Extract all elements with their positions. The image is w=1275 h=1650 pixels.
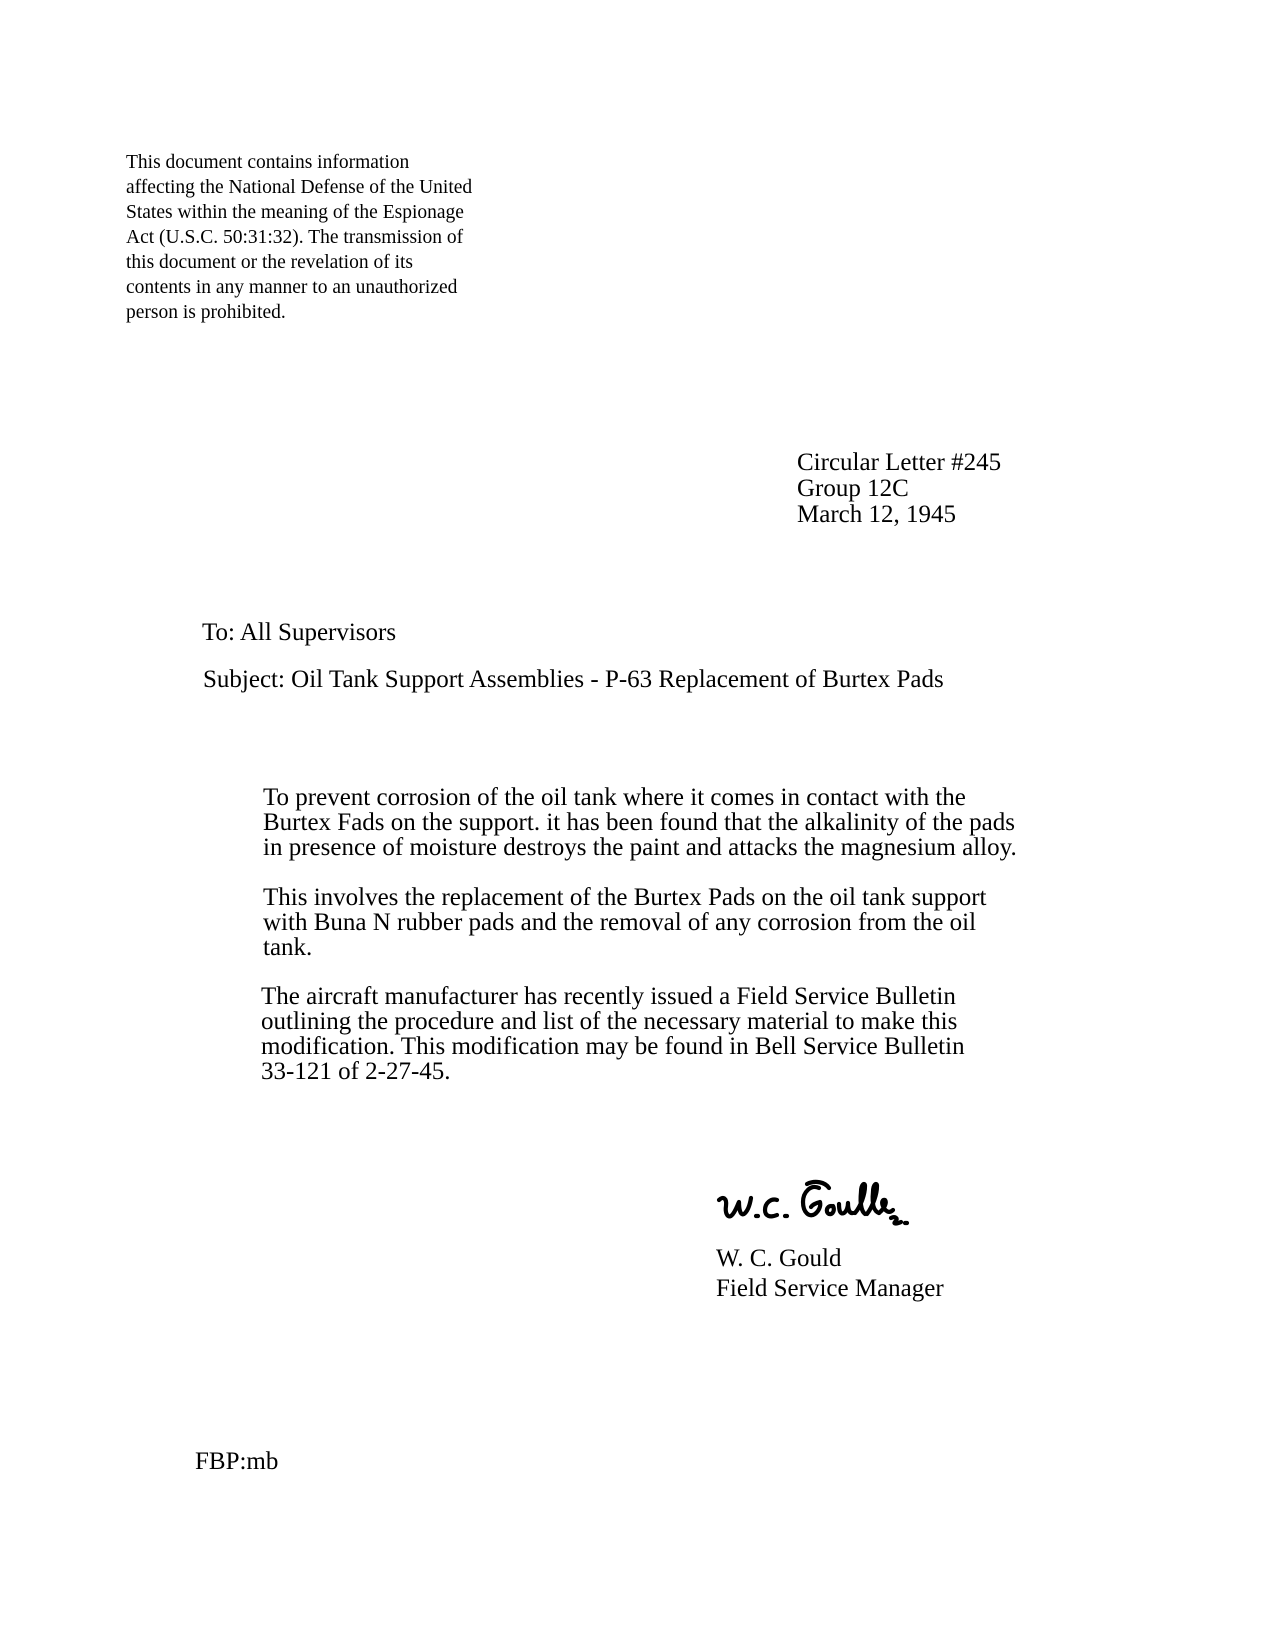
letter-number: Circular Letter #245 [797, 449, 1002, 476]
paragraph-line: This involves the replacement of the Burtex Pads on the oil tank support [263, 884, 987, 911]
security-notice-line: this document or the revelation of its [126, 252, 414, 273]
body-paragraph-3 [261, 984, 965, 1084]
security-notice-line: This document contains information [126, 152, 410, 173]
subject-line: Subject: Oil Tank Support Assemblies - P-63 Replacement of Burtex Pads [203, 666, 944, 693]
paragraph-line: Burtex Fads on the support. it has been found that the alkalinity of the pads [263, 809, 1015, 836]
paragraph-line: in presence of moisture destroys the paint and attacks the magnesium alloy. [263, 834, 1017, 861]
paragraph-line: To prevent corrosion of the oil tank where it comes in contact with the [263, 784, 966, 811]
letter-group: Group 12C [797, 475, 909, 502]
handwritten-signature [715, 1178, 935, 1240]
security-notice-line: contents in any manner to an unauthorized [126, 277, 458, 298]
paragraph-line: tank. [263, 934, 313, 961]
body-paragraph-1 [263, 785, 1017, 860]
security-notice [126, 150, 506, 325]
letter-header [797, 450, 1001, 528]
security-notice-line: States within the meaning of the Espionage [126, 202, 464, 223]
to-line: To: All Supervisors [202, 619, 397, 646]
signer-title: Field Service Manager [716, 1275, 944, 1302]
paragraph-line: outlining the procedure and list of the necessary material to make this [261, 1008, 958, 1035]
security-notice-line: affecting the National Defense of the United [126, 177, 473, 198]
letter-date: March 12, 1945 [797, 501, 956, 528]
security-notice-line: Act (U.S.C. 50:31:32). The transmission of [126, 227, 464, 248]
paragraph-line: The aircraft manufacturer has recently issued a Field Service Bulletin [261, 983, 956, 1010]
signature-block [716, 1244, 944, 1304]
paragraph-line: with Buna N rubber pads and the removal of any corrosion from the oil [263, 909, 977, 936]
signer-name: W. C. Gould [716, 1245, 842, 1272]
security-notice-line: person is prohibited. [126, 302, 286, 323]
paragraph-line: 33-121 of 2-27-45. [261, 1058, 451, 1085]
body-paragraph-2 [263, 885, 986, 960]
paragraph-line: modification. This modification may be found in Bell Service Bulletin [261, 1033, 965, 1060]
reference-initials: FBP:mb [195, 1448, 279, 1475]
